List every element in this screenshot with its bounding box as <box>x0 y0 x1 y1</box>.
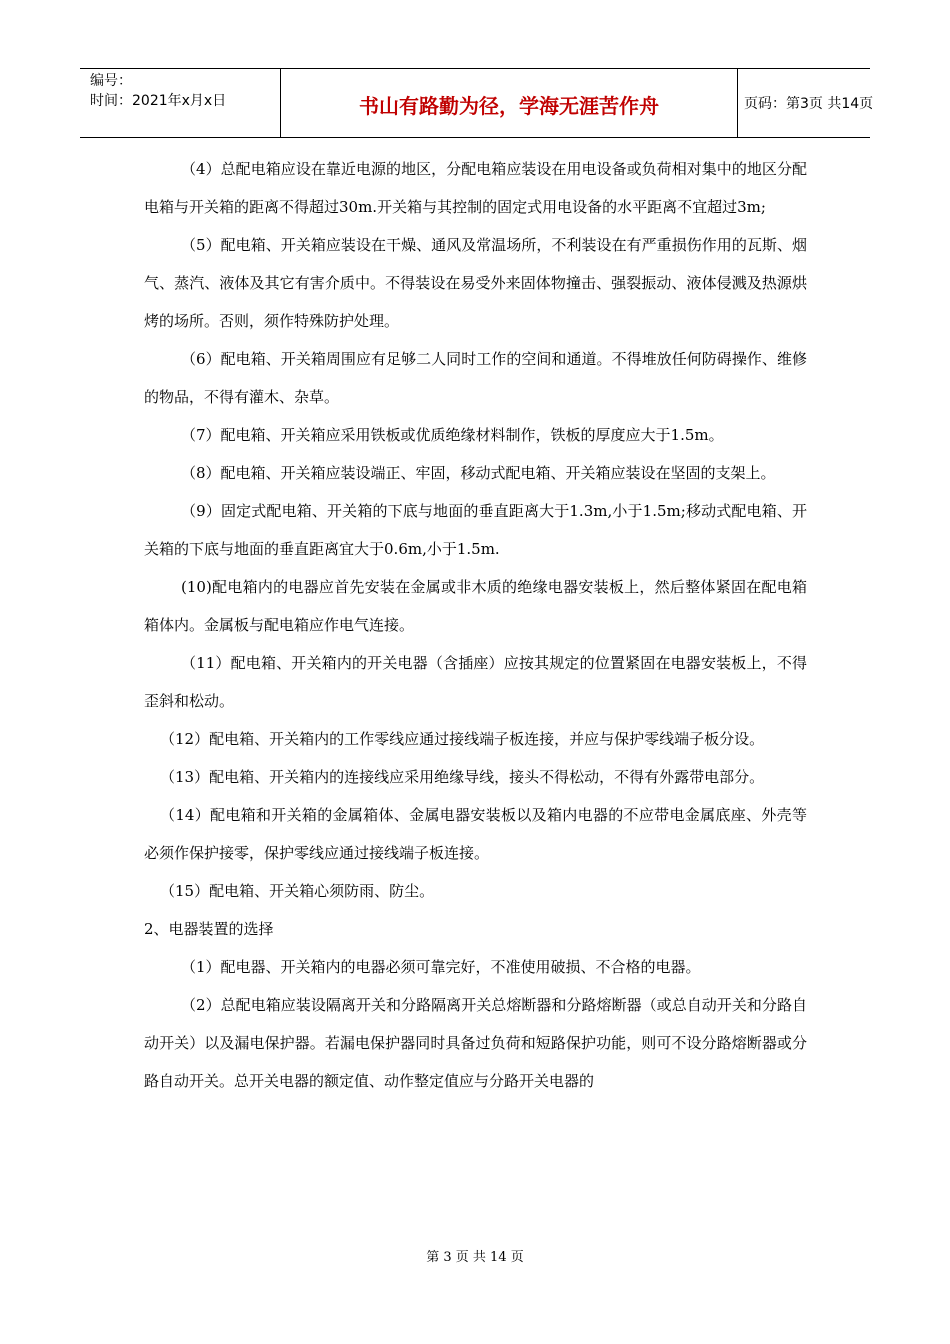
header-meta-cell <box>80 69 280 137</box>
section2-paragraph-1: （1）配电器、开关箱内的电器必须可靠完好，不准使用破损、不合格的电器。 <box>181 958 701 976</box>
section-heading-2: 2、电器装置的选择 <box>144 920 274 938</box>
paragraph-6: （6）配电箱、开关箱周围应有足够二人同时工作的空间和通道。不得堆放任何防碍操作、维修的物品，不得有灌木、杂草。 <box>144 350 807 406</box>
document-date: 时间：2021年x月x日 <box>90 93 227 109</box>
header-motto-cell <box>280 69 738 137</box>
header-page-info: 页码：第3页 共14页 <box>744 96 874 112</box>
document-body <box>144 150 807 1100</box>
paragraph-15: （15）配电箱、开关箱心须防雨、防尘。 <box>160 882 435 900</box>
header-motto: 书山有路勤为径，学海无涯苦作舟 <box>359 94 659 118</box>
paragraph-8: （8）配电箱、开关箱应装设端正、牢固，移动式配电箱、开关箱应装设在坚固的支架上。 <box>181 464 776 482</box>
paragraph-12: （12）配电箱、开关箱内的工作零线应通过接线端子板连接，并应与保护零线端子板分设。 <box>160 730 765 748</box>
paragraph-11: （11）配电箱、开关箱内的开关电器（含插座）应按其规定的位置紧固在电器安装板上，不得歪斜和松动。 <box>144 654 807 710</box>
paragraph-4: （4）总配电箱应设在靠近电源的地区，分配电箱应装设在用电设备或负荷相对集中的地区分配电箱与开关箱的距离不得超过30m.开关箱与其控制的固定式用电设备的水平距离不宜超过3m; <box>144 160 807 216</box>
document-number-label: 编号： <box>90 73 132 89</box>
paragraph-7: （7）配电箱、开关箱应采用铁板或优质绝缘材料制作，铁板的厚度应大于1.5m。 <box>181 426 724 444</box>
paragraph-13: （13）配电箱、开关箱内的连接线应采用绝缘导线，接头不得松动，不得有外露带电部分。 <box>160 768 765 786</box>
paragraph-5: （5）配电箱、开关箱应装设在干燥、通风及常温场所，不利装设在有严重损伤作用的瓦斯、烟气、蒸汽、液体及其它有害介质中。不得装设在易受外来固体物撞击、强裂振动、液体侵溅及热源烘烤的场所。否则，须作特殊防护处理。 <box>144 236 807 330</box>
page-header <box>80 68 874 138</box>
paragraph-9: （9）固定式配电箱、开关箱的下底与地面的垂直距离大于1.3m,小于1.5m;移动式配电箱、开关箱的下底与地面的垂直距离宜大于0.6m,小于1.5m. <box>144 502 807 558</box>
paragraph-10: (10)配电箱内的电器应首先安装在金属或非木质的绝缘电器安装板上，然后整体紧固在配电箱箱体内。金属板与配电箱应作电气连接。 <box>144 578 807 634</box>
header-page-cell <box>738 69 874 137</box>
section2-paragraph-2: （2）总配电箱应装设隔离开关和分路隔离开关总熔断器和分路熔断器（或总自动开关和分路自动开关）以及漏电保护器。若漏电保护器同时具备过负荷和短路保护功能，则可不设分路熔断器或分路自动开关。总开关电器的额定值、动作整定值应与分路开关电器的 <box>144 996 807 1090</box>
paragraph-14: （14）配电箱和开关箱的金属箱体、金属电器安装板以及箱内电器的不应带电金属底座、外壳等必须作保护接零，保护零线应通过接线端子板连接。 <box>144 806 807 862</box>
page-footer: 第 3 页 共 14 页 <box>426 1250 524 1265</box>
